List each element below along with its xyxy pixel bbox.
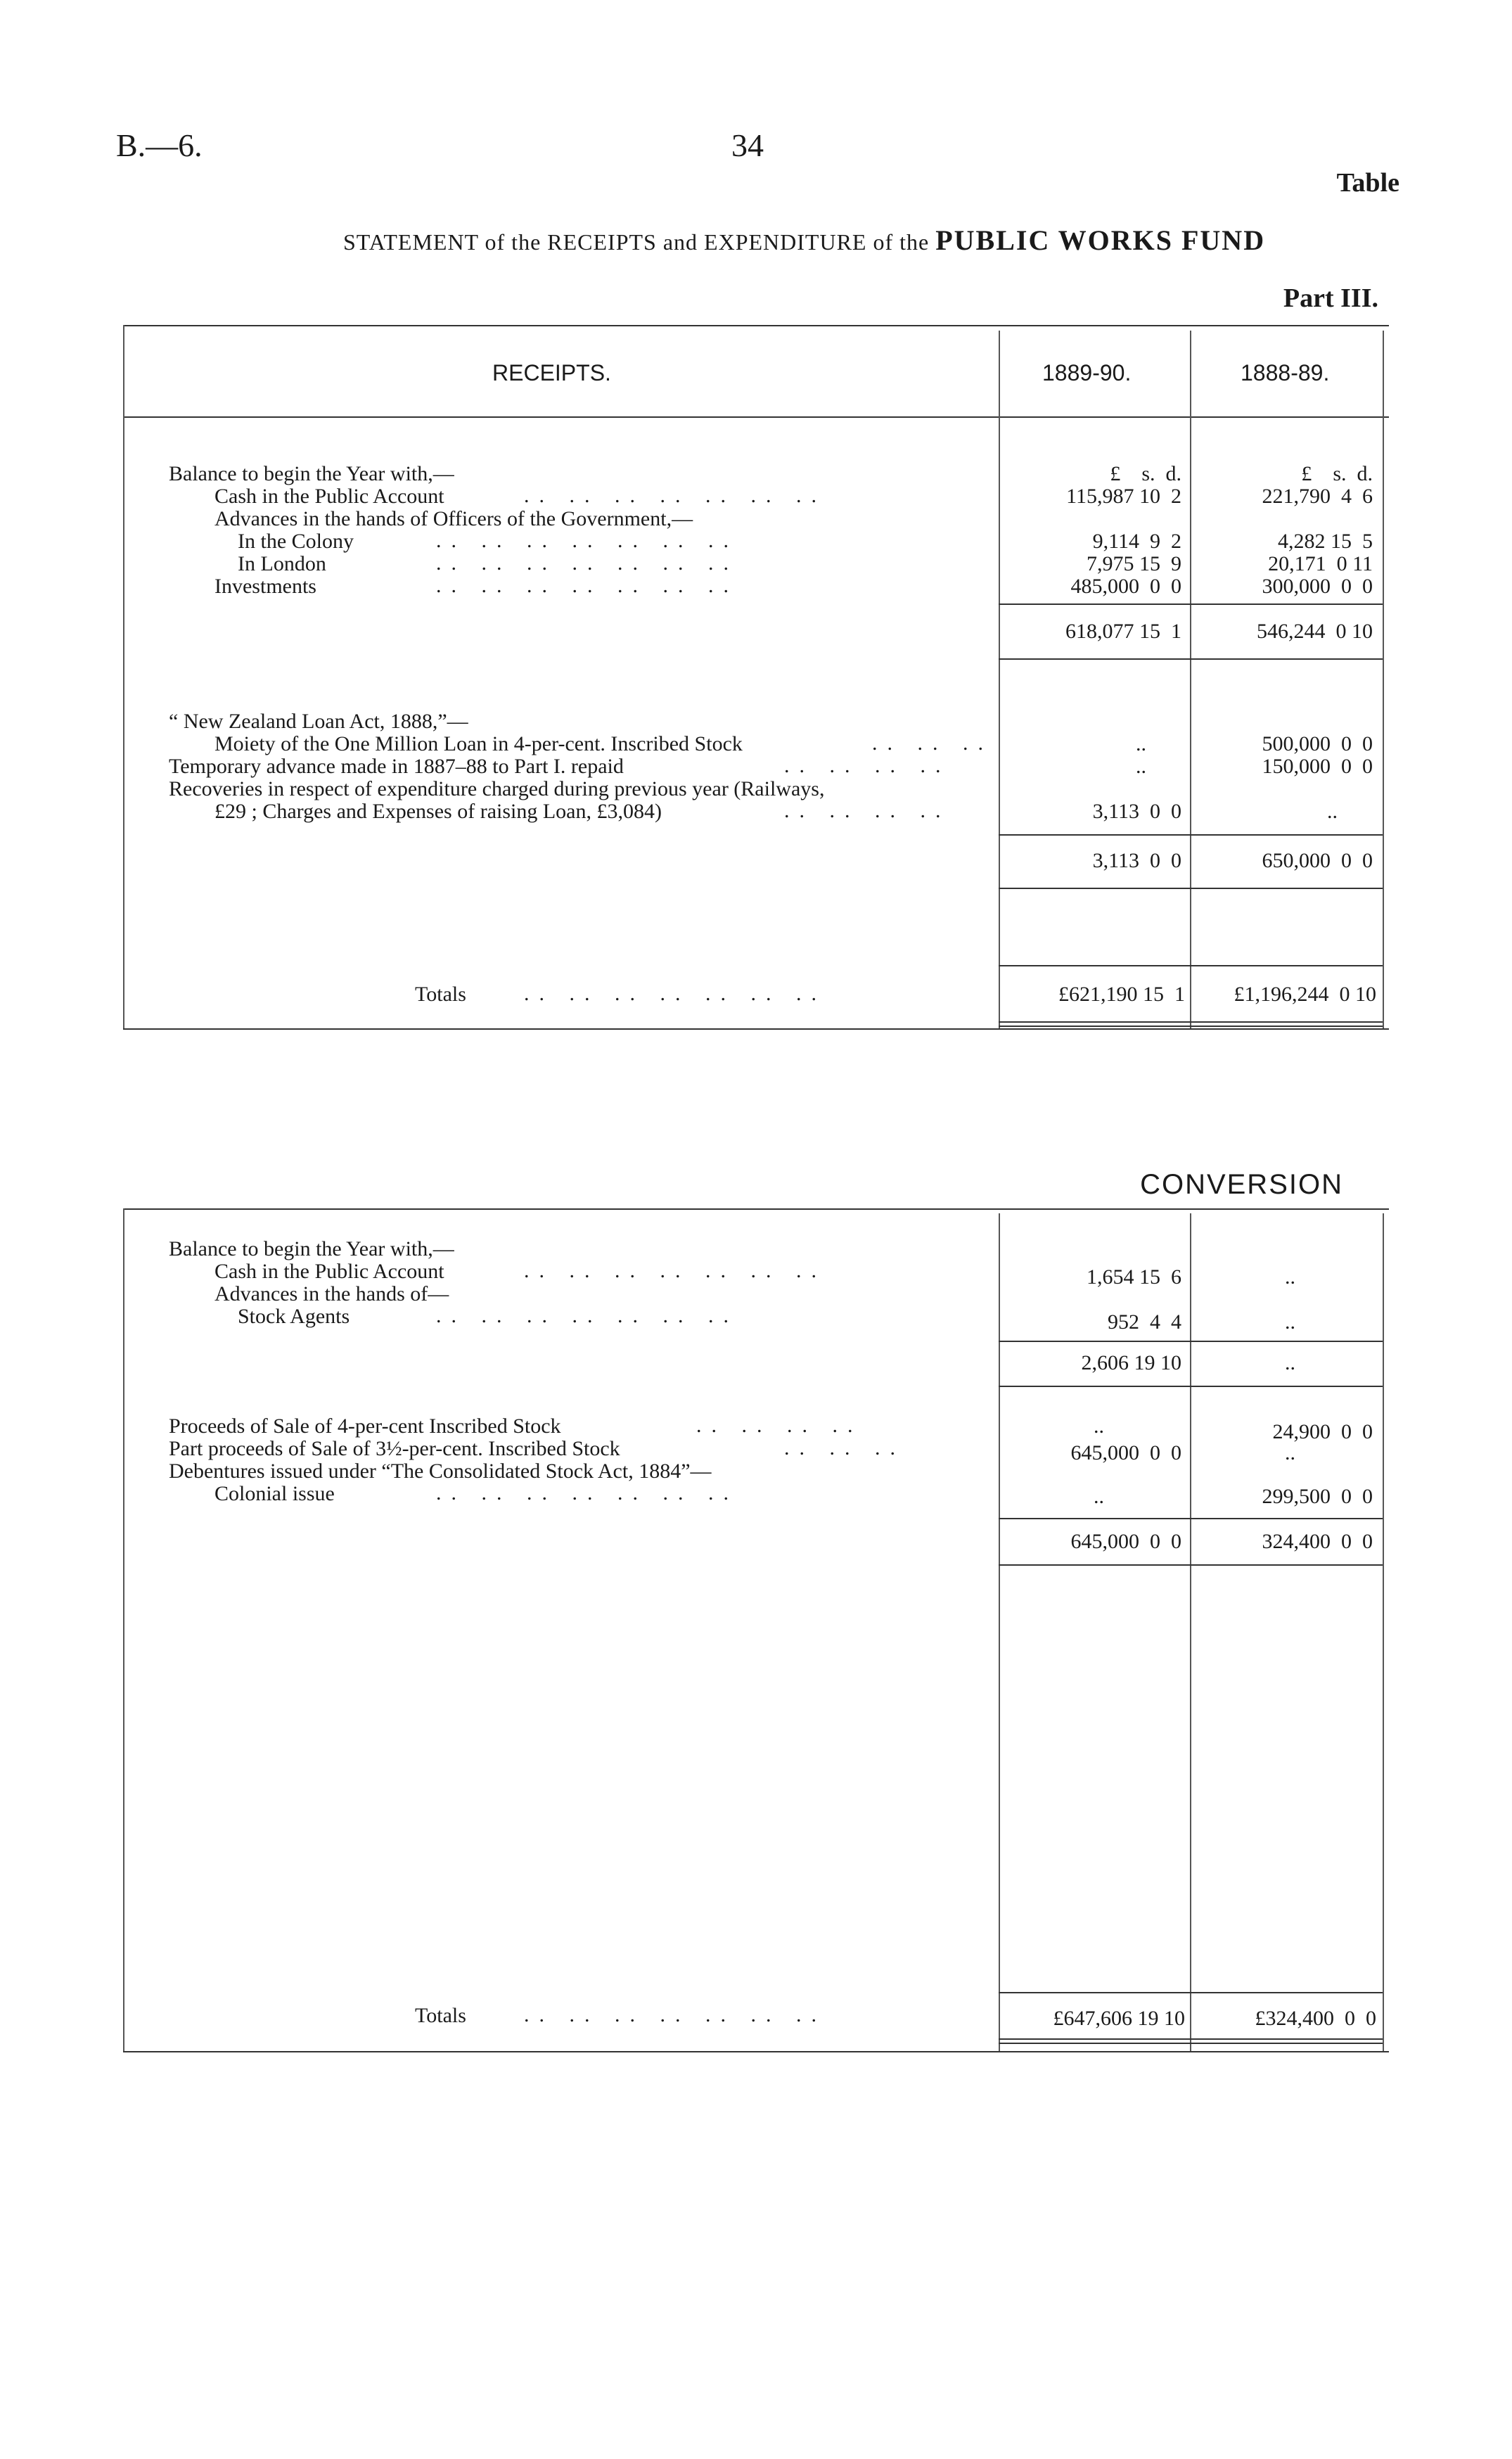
leader-dots: .. .. .. .. .. .. ..: [524, 1259, 826, 1282]
list-item: Moiety of the One Million Loan in 4-per-cent. Inscribed Stock: [214, 732, 743, 755]
totals-double-rule: [999, 1026, 1383, 1027]
fund-name: PUBLIC WORKS FUND: [935, 224, 1266, 256]
list-item: Part proceeds of Sale of 3½-per-cent. Inscribed Stock: [169, 1437, 620, 1460]
leader-dots: .. .. .. ..: [784, 799, 951, 822]
leader-dots: .. .. ..: [784, 1436, 905, 1460]
subtotal-rule: [999, 1518, 1383, 1519]
leader-dots: .. .. .. .. .. .. ..: [524, 982, 826, 1005]
conversion-col-divider-2: [1190, 1213, 1191, 2052]
list-item: Temporary advance made in 1887–88 to Part I. repaid: [169, 755, 624, 778]
value-1889-90: 952 4 4: [1108, 1310, 1181, 1334]
receipts-col-divider-1: [999, 331, 1000, 1028]
totals-1888-89: £1,196,244 0 10: [1234, 983, 1376, 1006]
conversion-heading: CONVERSION: [1140, 1169, 1343, 1200]
totals-rule: [999, 965, 1383, 966]
subtotal-rule: [999, 1564, 1383, 1566]
list-item: Debentures issued under “The Consolidated Stock Act, 1884”—: [169, 1460, 712, 1483]
totals-double-rule: [999, 2038, 1383, 2040]
subtotal-rule: [999, 1341, 1383, 1342]
value-1889-90: 9,114 9 2: [1092, 530, 1181, 553]
value-1889-90: ..: [1094, 1485, 1104, 1508]
conversion-col-divider-1: [999, 1213, 1000, 2052]
value-1889-90: 7,975 15 9: [1087, 552, 1181, 575]
list-item: Investments: [214, 575, 316, 598]
subtotal-1889-90: 2,606 19 10: [1081, 1351, 1181, 1374]
totals-1889-90: £621,190 15 1: [1058, 983, 1185, 1006]
subtotal-1888-89: 546,244 0 10: [1257, 620, 1373, 643]
value-1888-89: 300,000 0 0: [1262, 575, 1373, 598]
totals-label: Totals: [415, 2004, 466, 2027]
statement-prefix: STATEMENT of the RECEIPTS and EXPENDITURE of the: [343, 229, 930, 255]
receipts-col-divider-2: [1190, 331, 1191, 1028]
subtotal-rule: [999, 658, 1383, 660]
part-label: Part III.: [1283, 283, 1378, 313]
leader-dots: .. .. .. .. .. .. ..: [436, 551, 738, 575]
value-1888-89: ..: [1285, 1265, 1295, 1289]
conversion-left-border: [123, 1208, 124, 2052]
conversion-bottom-rule: [123, 2051, 1389, 2052]
value-1889-90: ..: [1094, 1414, 1104, 1438]
list-item: Proceeds of Sale of 4-per-cent Inscribed Stock: [169, 1414, 561, 1438]
subtotal-rule: [999, 1386, 1383, 1387]
leader-dots: .. .. .. .. .. .. ..: [436, 529, 738, 552]
subtotal-1888-89: 324,400 0 0: [1262, 1530, 1373, 1553]
leader-dots: .. .. .. ..: [696, 1414, 863, 1437]
receipts-right-border: [1383, 331, 1384, 1028]
receipts-top-rule: [123, 325, 1389, 326]
value-1888-89: ..: [1327, 800, 1338, 823]
document-reference: B.—6.: [116, 127, 203, 163]
page-number: 34: [731, 127, 764, 163]
list-item: Cash in the Public Account: [214, 485, 444, 508]
leader-dots: .. .. ..: [872, 732, 993, 755]
year-1889-90-heading: 1889-90.: [1042, 360, 1132, 385]
value-1888-89: 4,282 15 5: [1278, 530, 1373, 553]
list-item: Colonial issue: [214, 1482, 335, 1505]
value-1888-89: 500,000 0 0: [1262, 732, 1373, 755]
subtotal-rule: [999, 603, 1383, 605]
subtotal-1889-90: 3,113 0 0: [1092, 849, 1181, 872]
list-item: Balance to begin the Year with,—: [169, 462, 454, 485]
list-item: In the Colony: [238, 530, 354, 553]
value-1888-89: 221,790 4 6: [1262, 485, 1373, 508]
receipts-header-rule: [123, 416, 1389, 418]
subtotal-1888-89: 650,000 0 0: [1262, 849, 1373, 872]
value-1888-89: 24,900 0 0: [1272, 1420, 1373, 1443]
subtotal-rule: [999, 834, 1383, 836]
receipts-heading: RECEIPTS.: [492, 360, 611, 385]
list-item: In London: [238, 552, 326, 575]
totals-rule: [999, 1992, 1383, 1993]
value-1888-89: ..: [1285, 1441, 1295, 1464]
value-1888-89: 20,171 0 11: [1268, 552, 1373, 575]
totals-1888-89: £324,400 0 0: [1255, 2007, 1376, 2030]
value-1889-90: 3,113 0 0: [1092, 800, 1181, 823]
totals-double-rule: [999, 2043, 1383, 2044]
year-1888-89-heading: 1888-89.: [1241, 360, 1330, 385]
subtotal-1889-90: 645,000 0 0: [1070, 1530, 1181, 1553]
totals-1889-90: £647,606 19 10: [1053, 2007, 1185, 2030]
value-1889-90: 115,987 10 2: [1066, 485, 1181, 508]
list-item: Stock Agents: [238, 1305, 350, 1328]
list-item: Balance to begin the Year with,—: [169, 1237, 454, 1260]
subtotal-1888-89: ..: [1285, 1351, 1295, 1374]
list-item: Cash in the Public Account: [214, 1260, 444, 1283]
leader-dots: .. .. .. .. .. .. ..: [524, 484, 826, 507]
leader-dots: .. .. .. .. .. .. ..: [436, 1304, 738, 1327]
subtotal-rule: [999, 888, 1383, 889]
leader-dots: .. .. .. .. .. .. ..: [524, 2003, 826, 2026]
list-item: £29 ; Charges and Expenses of raising Loan, £3,084): [214, 800, 662, 823]
totals-label: Totals: [415, 983, 466, 1006]
value-1889-90: 1,654 15 6: [1087, 1265, 1181, 1289]
leader-dots: .. .. .. .. .. .. ..: [436, 1481, 738, 1505]
value-1889-90: 485,000 0 0: [1070, 575, 1181, 598]
units-1889-90: £ s. d.: [1110, 462, 1181, 485]
value-1888-89: 299,500 0 0: [1262, 1485, 1373, 1508]
table-label: Table: [1336, 168, 1399, 198]
list-item: Recoveries in respect of expenditure charged during previous year (Railways,: [169, 777, 825, 800]
list-item: Advances in the hands of—: [214, 1282, 449, 1305]
conversion-top-rule: [123, 1208, 1389, 1210]
receipts-left-border: [123, 325, 124, 1028]
value-1889-90: ..: [1136, 755, 1146, 778]
receipts-bottom-rule: [123, 1028, 1389, 1030]
statement-title: [343, 224, 1265, 257]
leader-dots: .. .. .. .. .. .. ..: [436, 574, 738, 597]
totals-double-rule: [999, 1021, 1383, 1023]
units-1888-89: £ s. d.: [1301, 462, 1373, 485]
subtotal-1889-90: 618,077 15 1: [1065, 620, 1181, 643]
conversion-right-border: [1383, 1213, 1384, 2052]
value-1888-89: 150,000 0 0: [1262, 755, 1373, 778]
list-item: “ New Zealand Loan Act, 1888,”—: [169, 710, 468, 733]
value-1889-90: 645,000 0 0: [1070, 1441, 1181, 1464]
value-1888-89: ..: [1285, 1310, 1295, 1334]
list-item: Advances in the hands of Officers of the Government,—: [214, 507, 693, 530]
value-1889-90: ..: [1136, 732, 1146, 755]
leader-dots: .. .. .. ..: [784, 754, 951, 777]
